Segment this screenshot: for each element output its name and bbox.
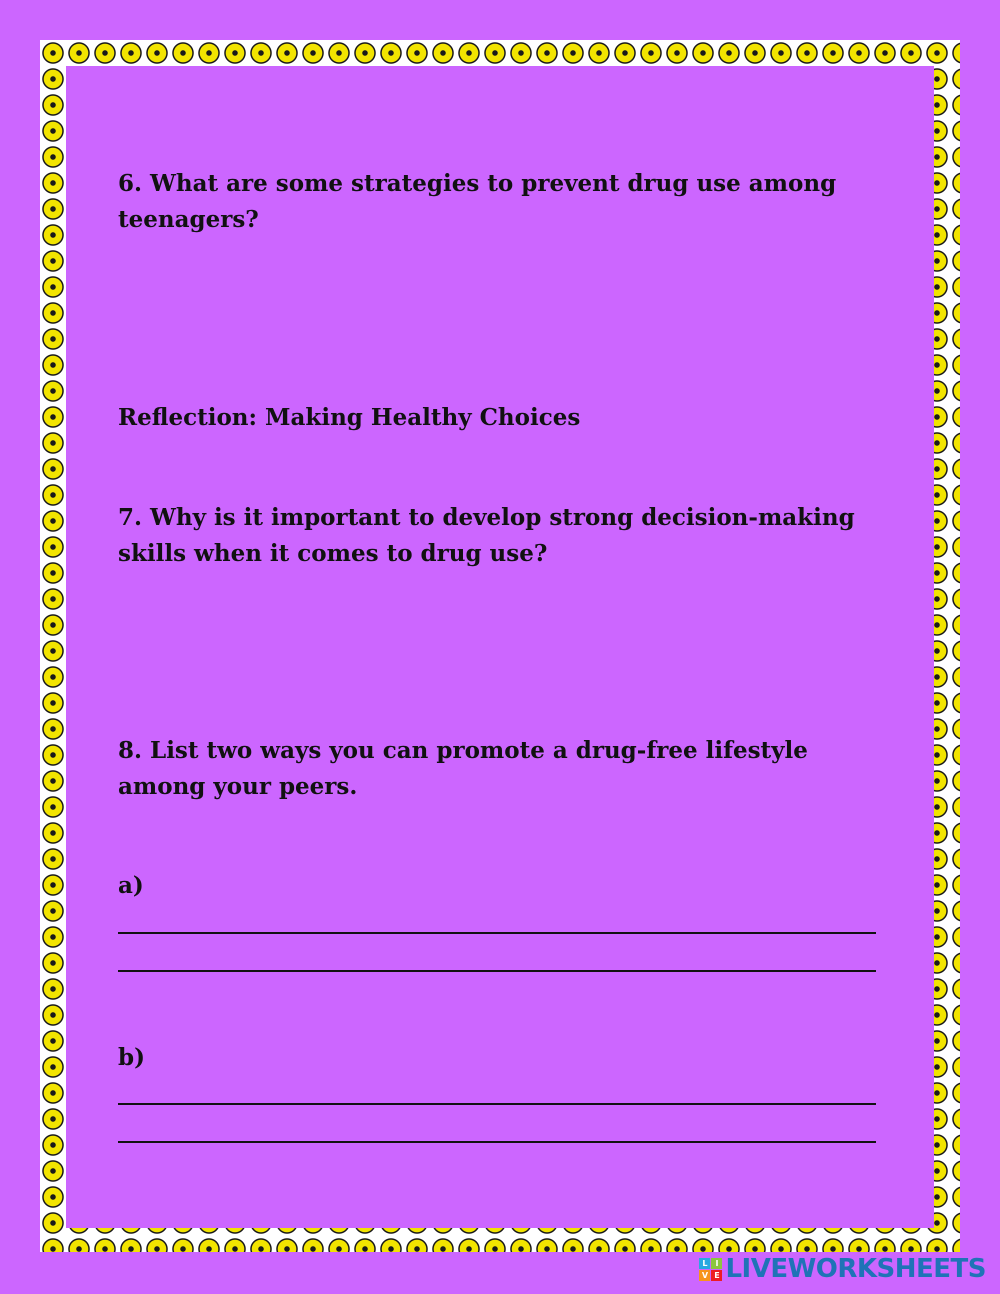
answer-line-a2[interactable]: [118, 970, 876, 972]
logo-letter-e: E: [711, 1270, 722, 1281]
question-6: 6. What are some strategies to prevent drug use among teenagers?: [118, 170, 837, 233]
logo-letter-v: V: [699, 1270, 710, 1281]
liveworksheets-logo: [699, 1254, 986, 1284]
question-7: 7. Why is it important to develop strong decision-making skills when it comes to drug use?: [118, 504, 855, 567]
logo-letter-l: L: [699, 1258, 710, 1269]
answer-line-b1[interactable]: [118, 1103, 876, 1105]
liveworksheets-logo-text: LIVEWORKSHEETS: [725, 1254, 986, 1284]
answer-line-b2[interactable]: [118, 1141, 876, 1143]
part-a-label: a): [118, 872, 144, 899]
logo-letter-i: I: [711, 1258, 722, 1269]
question-8: 8. List two ways you can promote a drug-free lifestyle among your peers.: [118, 737, 808, 800]
liveworksheets-logo-icon: [699, 1258, 722, 1281]
part-b-label: b): [118, 1044, 145, 1071]
answer-line-a1[interactable]: [118, 932, 876, 934]
reflection-heading: Reflection: Making Healthy Choices: [118, 404, 581, 431]
